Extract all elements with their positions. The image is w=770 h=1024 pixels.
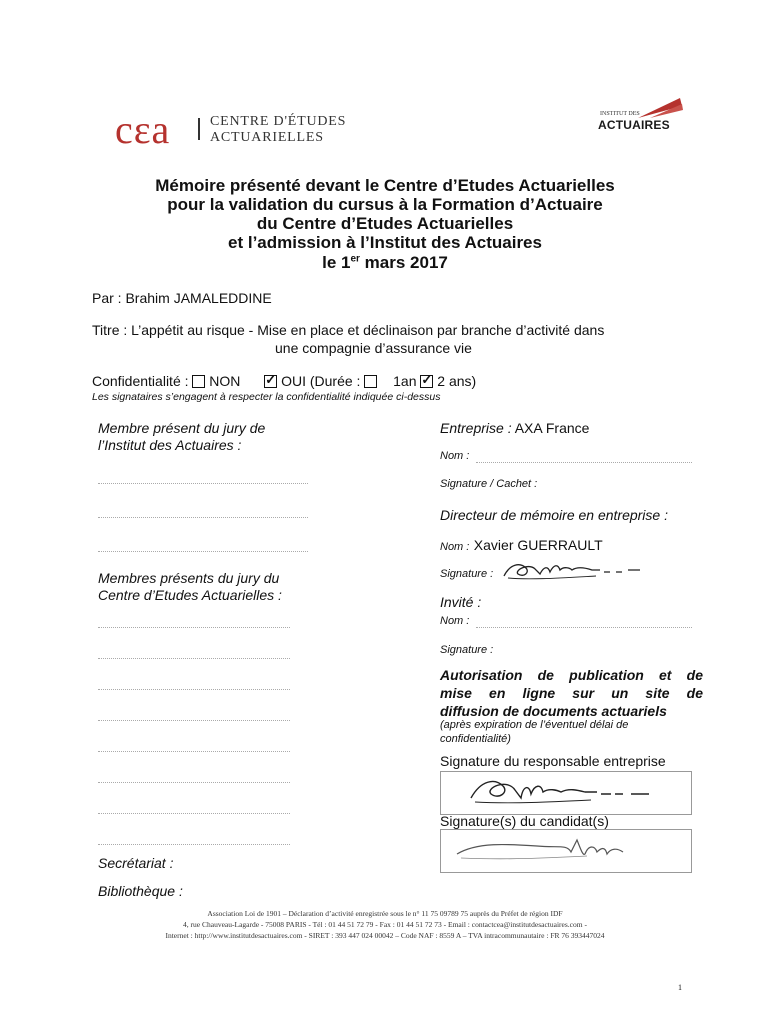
ia-logo-small-text: INSTITUT DES xyxy=(600,111,640,117)
directeur-signature-image xyxy=(500,558,650,584)
checkbox-non[interactable] xyxy=(192,375,205,388)
confidentiality-label: Confidentialité : xyxy=(92,373,189,389)
cea-logo-mark: cεa xyxy=(115,107,171,152)
entreprise-row xyxy=(440,420,589,436)
directeur-nom-row xyxy=(440,537,603,555)
directeur-heading: Directeur de mémoire en entreprise : xyxy=(440,507,668,523)
jury-cea-line-7[interactable] xyxy=(98,813,290,814)
ia-logo xyxy=(598,96,688,136)
jury-cea-line-3[interactable] xyxy=(98,689,290,690)
sig-responsable-box[interactable] xyxy=(440,771,692,815)
directeur-signature-label: Signature : xyxy=(440,568,494,580)
jury-cea-line-4[interactable] xyxy=(98,720,290,721)
jury-cea-line-2[interactable] xyxy=(98,658,290,659)
checkbox-1an[interactable] xyxy=(364,375,377,388)
title-line-1: Mémoire présenté devant le Centre d’Etudes Actuarielles xyxy=(155,176,615,195)
title-line-5: le 1er mars 2017 xyxy=(322,253,448,272)
footer xyxy=(0,908,770,941)
jury-cea-line-6[interactable] xyxy=(98,782,290,783)
invite-nom-label: Nom : xyxy=(440,615,470,627)
jury-cea-line-8[interactable] xyxy=(98,844,290,845)
footer-line-3: Internet : http://www.institutdesactuaires.com - SIRET : 393 447 024 00042 – Code NAF : 8559 A – TVA intracommunautaire : FR 76 393447024 xyxy=(165,931,605,940)
secretariat-label: Secrétariat : xyxy=(98,855,174,871)
ia-logo-big-text: ACTUAIRES xyxy=(598,118,670,132)
cea-logo-divider xyxy=(198,118,200,140)
jury-cea-heading: Membres présents du jury du Centre d’Etudes Actuarielles : xyxy=(98,570,282,603)
confidentiality-note: Les signataires s’engagent à respecter la confidentialité indiquée ci-dessus xyxy=(92,391,441,403)
sig-candidat-box[interactable] xyxy=(440,829,692,873)
entreprise-nom-label: Nom : xyxy=(440,450,470,462)
sig-responsable-label: Signature du responsable entreprise xyxy=(440,753,666,769)
confidentiality-row xyxy=(92,373,476,389)
jury-ia-line-1[interactable] xyxy=(98,483,308,484)
invite-heading: Invité : xyxy=(440,594,482,610)
signature-cachet-label: Signature / Cachet : xyxy=(440,478,538,490)
footer-line-1: Association Loi de 1901 – Déclaration d’activité enregistrée sous le n° 11 75 09789 75 auprès du Préfet de région IDF xyxy=(207,909,563,918)
confidentiality-oui-label: OUI (Durée : xyxy=(281,373,361,389)
invite-signature-label: Signature : xyxy=(440,644,494,656)
bibliotheque-label: Bibliothèque : xyxy=(98,883,183,899)
title-line-3: du Centre d’Etudes Actuarielles xyxy=(256,214,514,233)
title-line-4: et l’admission à l’Institut des Actuaires xyxy=(228,233,542,252)
thesis-title-line-2: une compagnie d’assurance vie xyxy=(275,340,472,356)
sig-candidat-label: Signature(s) du candidat(s) xyxy=(440,813,609,829)
checkbox-oui[interactable] xyxy=(264,375,277,388)
autorisation-heading: Autorisation de publication et de mise en ligne sur un site de diffusion de documents actuariels xyxy=(440,667,703,719)
jury-ia-line-2[interactable] xyxy=(98,517,308,518)
title-line-2: pour la validation du cursus à la Formation d’Actuaire xyxy=(167,195,603,214)
sig-responsable-image xyxy=(451,772,691,812)
invite-nom-line[interactable] xyxy=(476,627,692,628)
jury-cea-line-1[interactable] xyxy=(98,627,290,628)
entreprise-value: AXA France xyxy=(514,420,590,436)
footer-line-2: 4, rue Chauveau-Lagarde - 75008 PARIS - Tél : 01 44 51 72 79 - Fax : 01 44 51 72 73 - Email : contactcea@institutdesactuaires.com - xyxy=(183,920,587,929)
page-number: 1 xyxy=(678,983,682,992)
entreprise-label: Entreprise : xyxy=(440,420,512,436)
directeur-nom-label: Nom : xyxy=(440,541,470,553)
author: Par : Brahim JAMALEDDINE xyxy=(92,290,272,306)
cea-logo-name: CENTRE D'ÉTUDES ACTUARIELLES xyxy=(210,114,347,145)
jury-cea-line-5[interactable] xyxy=(98,751,290,752)
checkbox-2ans[interactable] xyxy=(420,375,433,388)
cea-logo xyxy=(115,106,170,153)
confidentiality-2ans-label: 2 ans) xyxy=(437,373,477,389)
confidentiality-non-label: NON xyxy=(209,373,241,389)
autorisation-note: (après expiration de l’éventuel délai de confidentialité) xyxy=(440,719,629,745)
directeur-nom-value: Xavier GUERRAULT xyxy=(473,537,603,553)
entreprise-nom-line[interactable] xyxy=(476,462,692,463)
sig-candidat-image xyxy=(447,830,687,870)
jury-ia-line-3[interactable] xyxy=(98,551,308,552)
confidentiality-1an-label: 1an xyxy=(393,373,417,389)
jury-ia-heading: Membre présent du jury de l’Institut des Actuaires : xyxy=(98,420,266,453)
thesis-title-line-1: Titre : L’appétit au risque - Mise en place et déclinaison par branche d’activité dans xyxy=(92,322,605,338)
